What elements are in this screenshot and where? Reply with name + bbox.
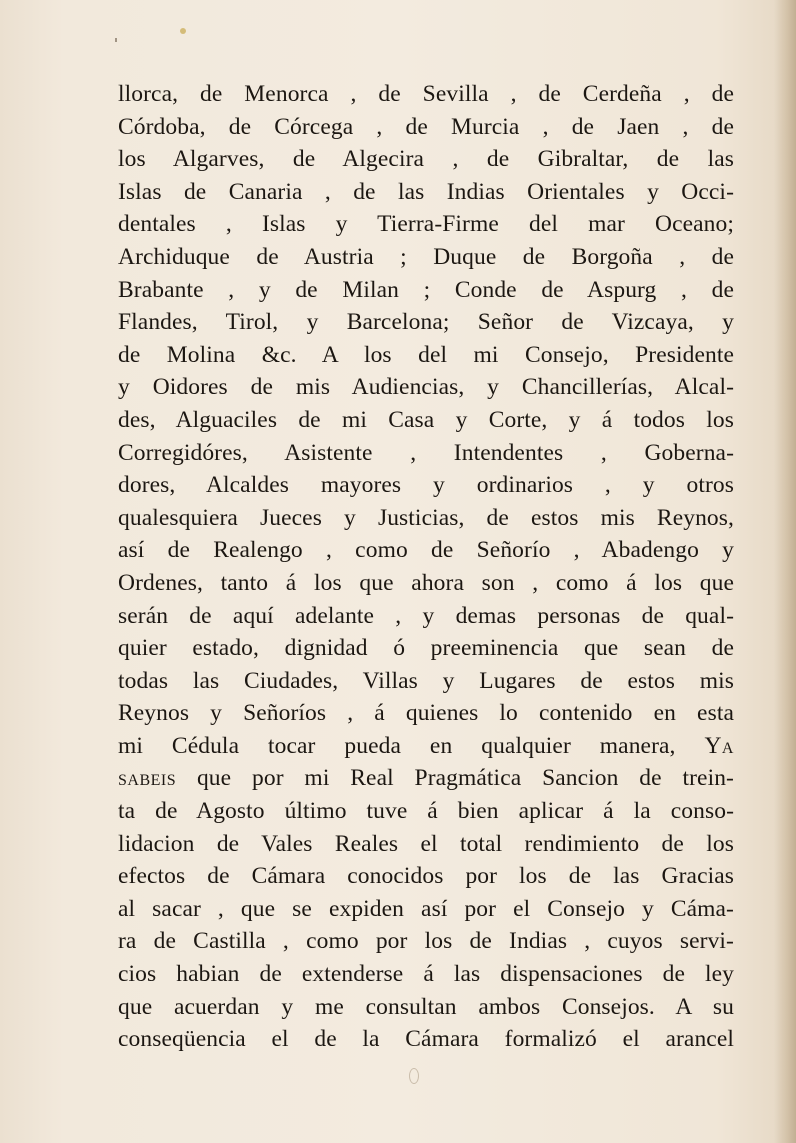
page-mark (409, 1068, 419, 1084)
text-line-8: Flandes, Tirol, y Barcelona; Señor de Vizcaya, y (118, 309, 734, 336)
body-text (118, 78, 734, 1056)
text-line-19: todas las Ciudades, Villas y Lugares de estos mis (118, 667, 734, 694)
text-line-15: así de Realengo , como de Señorío , Abadengo y (118, 537, 734, 564)
text-line-27: ra de Castilla , como por los de Indias , cuyos servi- (118, 928, 734, 955)
text-line-22-main: que por mi Real Pragmática Sancion de trein- (176, 765, 734, 792)
text-line-12: Corregidóres, Asistente , Intendentes , Goberna- (118, 439, 734, 466)
text-line-21 (118, 730, 734, 763)
text-line-23: ta de Agosto último tuve á bien aplicar á la conso- (118, 798, 734, 825)
text-line-2: Córdoba, de Córcega , de Murcia , de Jaen , de (118, 113, 734, 140)
text-line-18: quier estado, dignidad ó preeminencia que sean de (118, 635, 734, 662)
text-line-30: conseqüencia el de la Cámara formalizó el arancel (118, 1026, 734, 1053)
text-line-22 (118, 762, 734, 795)
text-line-13: dores, Alcaldes mayores y ordinarios , y otros (118, 472, 734, 499)
text-line-3: los Algarves, de Algecira , de Gibraltar, de las (118, 146, 734, 173)
text-line-14: qualesquiera Jueces y Justicias, de estos mis Reynos, (118, 504, 734, 531)
text-line-5: dentales , Islas y Tierra-Firme del mar Oceano; (118, 211, 734, 238)
text-line-26: al sacar , que se expiden así por el Consejo y Cáma- (118, 895, 734, 922)
text-line-24: lidacion de Vales Reales el total rendimiento de los (118, 830, 734, 857)
text-line-29: que acuerdan y me consultan ambos Consejos. A su (118, 993, 734, 1020)
text-line-10: y Oidores de mis Audiencias, y Chancillerías, Alcal- (118, 374, 734, 401)
text-line-16: Ordenes, tanto á los que ahora son , como á los que (118, 569, 734, 596)
ink-speck (115, 38, 117, 42)
text-line-20: Reynos y Señoríos , á quienes lo contenido en esta (118, 700, 734, 727)
text-line-11: des, Alguaciles de mi Casa y Corte, y á todos los (118, 406, 734, 433)
page-edge-shadow (774, 0, 796, 1143)
text-line-4: Islas de Canaria , de las Indias Orientales y Occi- (118, 178, 734, 205)
text-line-7: Brabante , y de Milan ; Conde de Aspurg , de (118, 276, 734, 303)
sabeis-small-caps: sabeis (118, 765, 177, 792)
text-line-6: Archiduque de Austria ; Duque de Borgoña , de (118, 243, 734, 270)
ya-small-caps: Ya (704, 732, 734, 759)
text-line-17: serán de aquí adelante , y demas personas de qual- (118, 602, 734, 629)
text-line-9: de Molina &c. A los del mi Consejo, Presidente (118, 341, 734, 368)
text-line-1: llorca, de Menorca , de Sevilla , de Cerdeña , de (118, 81, 734, 107)
ink-spot (180, 28, 186, 34)
text-line-25: efectos de Cámara conocidos por los de las Gracias (118, 863, 734, 890)
text-line-28: cios habian de extenderse á las dispensaciones de ley (118, 961, 734, 988)
text-line-21-main: mi Cédula tocar pueda en qualquier manera, (118, 732, 676, 759)
